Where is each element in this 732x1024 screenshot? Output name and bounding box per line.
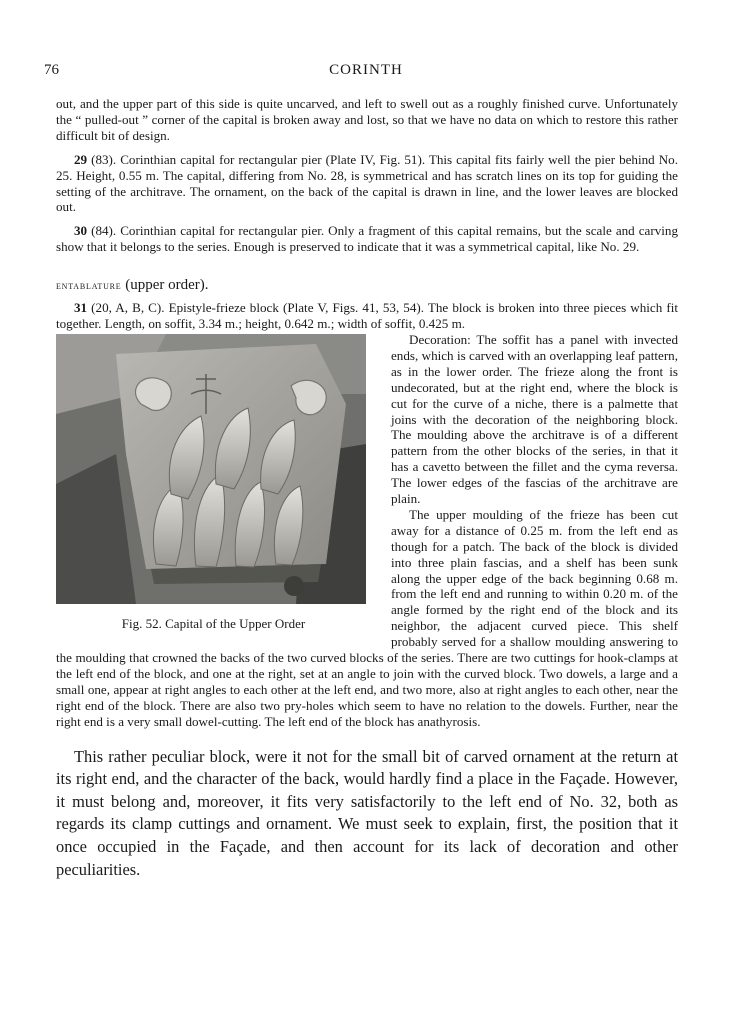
page-number: 76	[44, 62, 59, 78]
capital-photo	[56, 334, 366, 604]
entry-number: 29	[74, 151, 88, 167]
entry-text: (84). Corinthian capital for rectangular pier. Only a fragment of this capital remains, but the scale and carving show that it belongs to the series. Enough is preserved to indicate that it was a symmetrical capital, like No. 29.	[56, 223, 678, 255]
entry-text: (20, A, B, C). Epistyle-frieze block (Plate V, Figs. 41, 53, 54). The block is broken into three pieces which fit together. Length, on soffit, 3.34 m.; height, 0.642 m.; width of soffit, 0.425 m.	[56, 300, 678, 332]
figure-caption: Fig. 52. Capital of the Upper Order	[121, 615, 306, 631]
page-body	[56, 96, 678, 881]
page-header	[44, 62, 688, 82]
paragraph-continuation: out, and the upper part of this side is quite uncarved, and left to swell out as a roughly finished curve. Unfortunately the “ pulled-out ” corner of the capital is broken away and lost, so that we have no data on which to restore this rather difficult bit of design.	[56, 96, 678, 143]
entry-number: 30	[74, 223, 88, 239]
figure	[56, 334, 381, 632]
section-heading-smallcaps: entablature	[56, 278, 122, 293]
decoration-paragraph: Decoration: The soffit has a panel with invected ends, which is carved with an overlapping leaf pattern, as in the lower order. The frieze along the front is undecorated, but at the right end, where the block is cut for the curve of a niche, there is a palmette that joins with the decoration of the neighboring block. The moulding above the architrave is of a different pattern from the other blocks of the series, in that it has a cavetto between the fillet and the cyma reversa. The lower edges of the fascias of the architrave are plain.	[391, 331, 678, 507]
capital-illustration	[56, 334, 366, 604]
entry-number: 31	[74, 300, 88, 316]
section-heading-rest: (upper order).	[121, 277, 209, 294]
section-heading	[56, 277, 678, 294]
catalogue-entry-30	[56, 223, 678, 255]
closing-paragraph: This rather peculiar block, were it not for the small bit of carved ornament at the return at its right end, and the character of the back, would hardly find a place in the Façade. However, it must belong and, moreover, it fits very satisfactorily to the left end of No. 32, both as regards its clamp cuttings and ornament. We must seek to explain, first, the position that it once occupied in the Façade, and then account for its lack of decoration and other peculiarities.	[56, 746, 678, 879]
upper-moulding-paragraph: The upper moulding of the frieze has been cut away for a distance of 0.25 m. from the left end as though for a patch. The back of the block is divided into three plain fascias, and a shelf has been sunk along the upper edge of the back beginning 0.68 m. from the left end and running to within 0.20 m. of the angle formed by the right end of the block and its neighbor, the adjacent curved piece. This shelf probably served for a shallow moulding answering to the moulding that crowned the backs of the two curved blocks of the series. There are two cuttings for hook-clamps at the left end of the block, and one at the right, set at an angle to join with the curved block. Two dowels, a large and a small one, appear at right angles to each other at the left end, and two more, also at right angles to each other, near the right end of the block. There are also two pry-holes which seem to have no relation to the dowels. Further, near the right end is a very small dowel-cutting. The left end of the block has anathyrosis.	[56, 506, 678, 729]
catalogue-entry-31	[56, 300, 678, 332]
catalogue-entry-29	[56, 152, 678, 216]
entry-text: (83). Corinthian capital for rectangular pier (Plate IV, Fig. 51). This capital fits fairly well the pier behind No. 25. Height, 0.55 m. The capital, differing from No. 28, is symmetrical and has scratch lines on its top for guiding the setting of the architrave. The ornament, on the back of the capital is drawn in line, and the lower leaves are blocked out.	[56, 151, 678, 215]
running-head: CORINTH	[329, 62, 403, 78]
